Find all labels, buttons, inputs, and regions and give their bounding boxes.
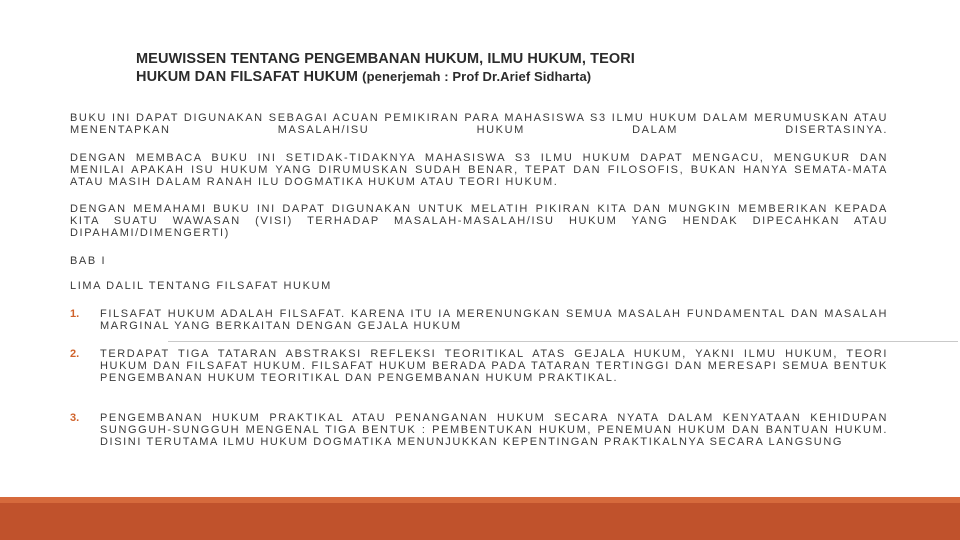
list-item-text: FILSAFAT HUKUM ADALAH FILSAFAT. KARENA ITU IA MERENUNGKAN SEMUA MASALAH FUNDAMENTAL DAN MASALAH MARGINAL YANG BERKAITAN DENGAN GEJALA HUKUM [100, 308, 888, 332]
paragraph-reading-benefit: DENGAN MEMBACA BUKU INI SETIDAK-TIDAKNYA MAHASISWA S3 ILMU HUKUM DAPAT MENGACU, MENGUKUR DAN MENILAI APAKAH ISU HUKUM YANG DIRUMUSKAN SUDAH BENAR, TEPAT DAN FILOSOFIS, BUKAN HANYA SEMATA-MATA ATAU MASIH DALAM RANAH ILU DOGMATIKA HUKUM ATAU TEORI HUKUM. [70, 152, 888, 188]
list-number: 2. [70, 348, 80, 360]
section-heading: LIMA DALIL TENTANG FILSAFAT HUKUM [70, 280, 332, 292]
list-item-text: PENGEMBANAN HUKUM PRAKTIKAL ATAU PENANGANAN HUKUM SECARA NYATA DALAM KENYATAAN KEHIDUPAN SUNGGUH-SUNGGUH MENGENAL TIGA BENTUK : PEMBENTUKAN HUKUM, PENEMUAN HUKUM DAN BANTUAN HUKUM. DISINI TERUTAMA ILMU HUKUM DOGMATIKA MENUNJUKKAN KEPENTINGAN PRAKTIKALNYA SECARA LANGSUNG [100, 412, 888, 448]
chapter-heading: BAB I [70, 255, 107, 267]
title-line-1: MEUWISSEN TENTANG PENGEMBANAN HUKUM, ILMU HUKUM, TEORI [136, 51, 635, 67]
paragraph-understanding-benefit: DENGAN MEMAHAMI BUKU INI DAPAT DIGUNAKAN UNTUK MELATIH PIKIRAN KITA DAN MUNGKIN MEMBERIKAN KEPADA KITA SUATU WAWASAN (VISI) TERHADAP MASALAH-MASALAH/ISU HUKUM YANG HENDAK DIPECAHKAN ATAU DIPAHAMI/DIMENGERTI) [70, 203, 888, 239]
translator-credit: (penerjemah : Prof Dr.Arief Sidharta) [362, 69, 592, 84]
list-number: 1. [70, 308, 80, 320]
footer-bar [0, 497, 960, 540]
list-item-text: TERDAPAT TIGA TATARAN ABSTRAKSI REFLEKSI TEORITIKAL ATAS GEJALA HUKUM, YAKNI ILMU HUKUM, TEORI HUKUM DAN FILSAFAT HUKUM. FILSAFAT HUKUM BERADA PADA TATARAN TERTINGGI DAN MERESAPI SEMUA BENTUK PENGEMBANAN HUKUM TEORITIKAL DAN PENGEMBANAN HUKUM PRAKTIKAL. [100, 348, 888, 384]
title-line-2 [136, 68, 776, 86]
list-number: 3. [70, 412, 80, 424]
footer-stripe [0, 497, 960, 503]
slide-title [136, 50, 776, 86]
title-line-2-main: HUKUM DAN FILSAFAT HUKUM [136, 69, 363, 85]
divider [168, 341, 958, 342]
paragraph-reference-use: BUKU INI DAPAT DIGUNAKAN SEBAGAI ACUAN PEMIKIRAN PARA MAHASISWA S3 ILMU HUKUM DALAM MERUMUSKAN ATAU MENENTAPKAN MASALAH/ISU HUKUM DALAM DISERTASINYA. [70, 112, 888, 136]
